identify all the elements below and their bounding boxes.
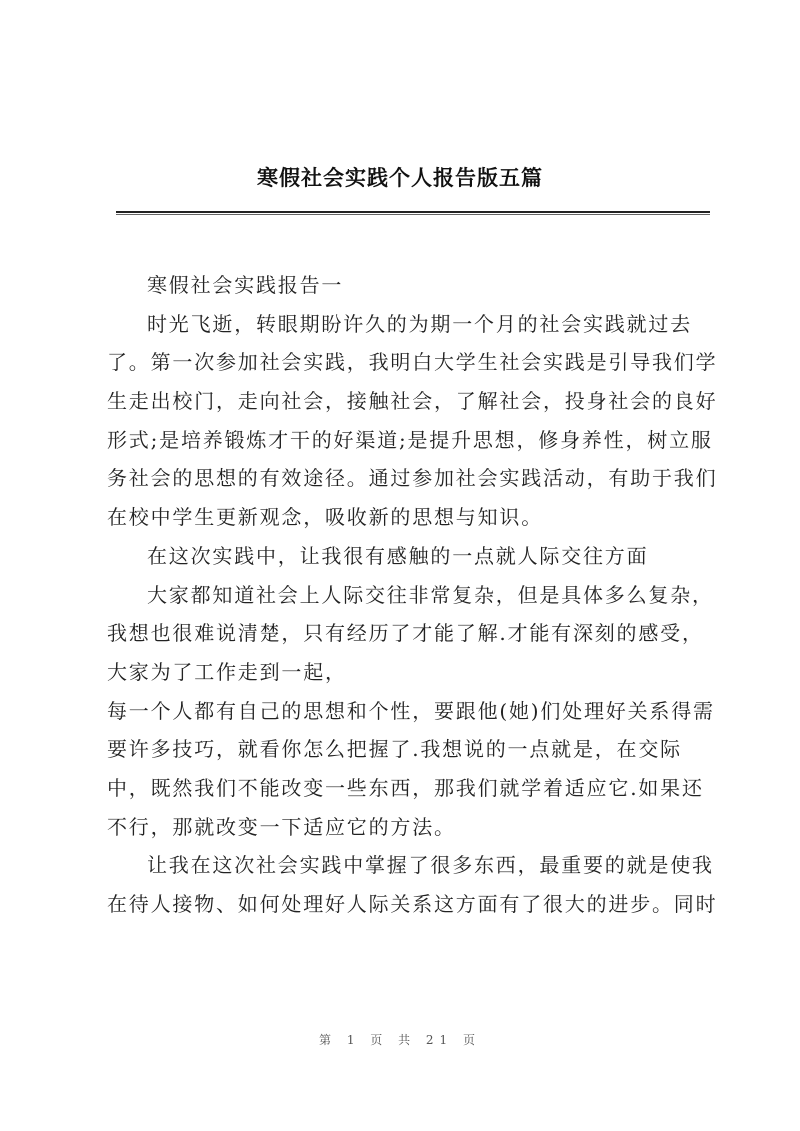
body-line: 中，既然我们不能改变一些东西，那我们就学着适应它.如果还 (107, 775, 704, 800)
page-footer: 第 1 页 共 21 页 (319, 1033, 481, 1047)
document-title: 寒假社会实践个人报告版五篇 (257, 165, 543, 190)
body-line: 在待人接物、如何处理好人际关系这方面有了很大的进步。同时 (107, 892, 718, 916)
body-line: 大家都知道社会上人际交往非常复杂，但是具体多么复杂， (147, 582, 714, 607)
title-divider (116, 211, 710, 215)
body-line: 大家为了工作走到一起， (107, 659, 347, 684)
body-line: 形式;是培养锻炼才干的好渠道;是提升思想，修身养性，树立服 (107, 427, 713, 452)
body-line: 要许多技巧，就看你怎么把握了.我想说的一点就是，在交际 (107, 737, 682, 762)
body-line: 每一个人都有自己的思想和个性，要跟他(她)们处理好关系得需 (107, 698, 715, 723)
body-line: 了。第一次参加社会实践，我明白大学生社会实践是引导我们学 (107, 350, 718, 375)
body-line: 务社会的思想的有效途径。通过参加社会实践活动，有助于我们 (107, 466, 718, 491)
body-line: 在校中学生更新观念，吸收新的思想与知识。 (107, 505, 543, 530)
body-line: 在这次实践中，让我很有感触的一点就人际交往方面 (147, 543, 649, 568)
body-line: 我想也很难说清楚，只有经历了才能了解.才能有深刻的感受， (107, 621, 704, 646)
body-line: 让我在这次社会实践中掌握了很多东西，最重要的就是使我 (147, 853, 714, 878)
document-body (107, 266, 718, 924)
body-line: 寒假社会实践报告一 (147, 273, 344, 297)
body-line: 生走出校门，走向社会，接触社会，了解社会，投身社会的良好 (107, 389, 718, 414)
body-line: 时光飞逝，转眼期盼许久的为期一个月的社会实践就过去 (147, 311, 692, 336)
body-line: 不行，那就改变一下适应它的方法。 (107, 814, 456, 839)
